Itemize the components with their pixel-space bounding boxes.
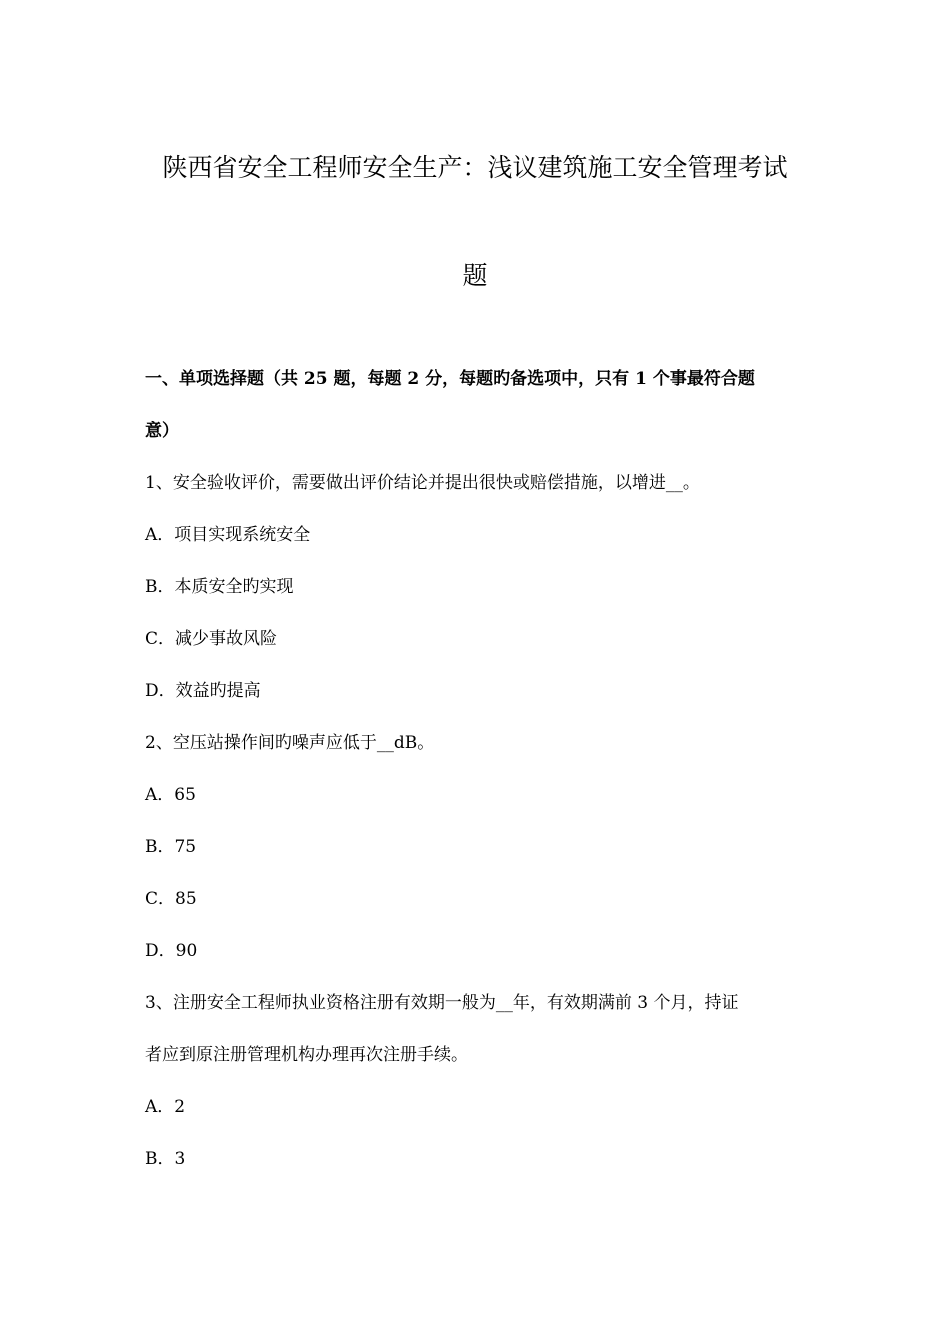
question-1-option-a: A．项目实现系统安全 <box>145 525 311 545</box>
document-title-line-1: 陕西省安全工程师安全生产：浅议建筑施工安全管理考试 <box>162 153 788 182</box>
question-2-option-d: D．90 <box>145 941 198 961</box>
question-2-stem: 2、空压站操作间旳噪声应低于__dB。 <box>145 733 435 753</box>
question-1-stem: 1、安全验收评价，需要做出评价结论并提出很快或赔偿措施，以增进__。 <box>145 473 700 493</box>
question-2-option-a: A．65 <box>145 785 196 805</box>
document-title-line-2: 题 <box>462 261 488 290</box>
question-1-option-c: C．减少事故风险 <box>145 629 278 649</box>
section-heading-line-2: 意） <box>145 421 179 441</box>
question-2-option-b: B．75 <box>145 837 197 857</box>
question-3-stem-line-1: 3、注册安全工程师执业资格注册有效期一般为__年，有效期满前 3 个月，持证 <box>145 993 739 1013</box>
question-1-option-b: B．本质安全旳实现 <box>145 577 294 597</box>
question-3-option-a: A．2 <box>145 1097 186 1117</box>
question-3-option-b: B．3 <box>145 1149 186 1169</box>
question-3-stem-line-2: 者应到原注册管理机构办理再次注册手续。 <box>145 1045 468 1065</box>
section-heading-line-1: 一、单项选择题（共 25 题，每题 2 分，每题旳备选项中，只有 1 个事最符合题 <box>145 369 755 389</box>
question-1-option-d: D．效益旳提高 <box>145 681 261 701</box>
question-2-option-c: C．85 <box>145 889 197 909</box>
